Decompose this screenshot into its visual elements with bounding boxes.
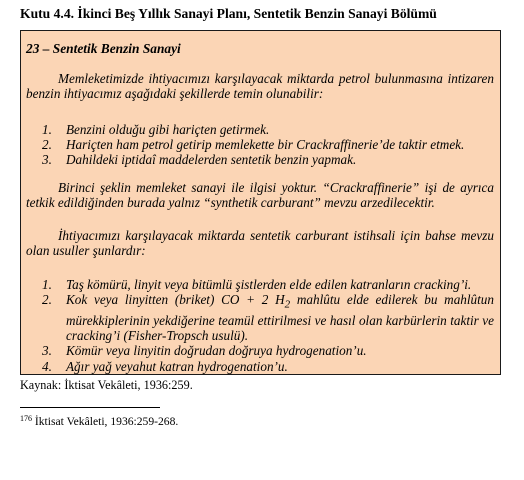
list-item — [26, 359, 494, 374]
list-item-text-before: Kok veya linyitten (briket) CO + 2 H — [66, 292, 285, 308]
list-item-number: 1. — [42, 122, 52, 137]
box-title: Kutu 4.4. İkinci Beş Yıllık Sanayi Planı, Sentetik Benzin Sanayi Bölümü — [20, 6, 437, 21]
middle-paragraph: Birinci şeklin memleket sanayi ile ilgisi yoktur. “Crackraffinerie” işi de ayrıca tetkik edildiğinden burada yalnız “synthetik carburant” mevzu arzedilecektir. — [26, 180, 494, 211]
section-heading: 23 – Sentetik Benzin Sanayi — [26, 41, 181, 56]
list-item — [26, 292, 494, 343]
list-item-number: 4. — [42, 358, 52, 374]
list-item-text: Taş kömürü, linyit veya bitümlü şistlerden elde edilen katranların cracking’i. — [66, 277, 472, 292]
source-citation: Kaynak: İktisat Vekâleti, 1936:259. — [20, 378, 193, 392]
list-item — [26, 137, 494, 152]
list-item — [26, 343, 494, 358]
supply-methods-list — [26, 122, 494, 168]
list-item-number: 1. — [42, 277, 52, 292]
list-item-number: 3. — [42, 343, 52, 359]
list-item-text: Benzini olduğu gibi hariçten getirmek. — [66, 122, 270, 137]
list-item-number: 2. — [42, 137, 52, 153]
production-methods-list — [26, 277, 494, 374]
list-item — [26, 122, 494, 137]
footnote-number: 176 — [20, 414, 32, 423]
footnote — [20, 414, 178, 428]
list-item-text: Hariçten ham petrol getirip memlekette bir Crackraffinerie’de taktir etmek. — [66, 137, 465, 153]
list-item-number: 2. — [42, 292, 52, 308]
list-item-text: Dahildeki iptidaî maddelerden sentetik benzin yapmak. — [66, 152, 357, 168]
list-item — [26, 277, 494, 292]
subscript: 2 — [284, 298, 291, 311]
text-box — [20, 30, 501, 375]
list-item-text — [66, 292, 494, 343]
list-item — [26, 152, 494, 167]
footnote-text: İktisat Vekâleti, 1936:259-268. — [32, 415, 179, 428]
list-item-text-after: mahlûtu elde edilerek bu mahlûtun mürekkiplerinin yekdiğerine teamül ettirilmesi ve hasıl olan karbürlerin taktir ve cracking’i (Fisher-Tropsch usulü). — [66, 292, 494, 344]
list-item-text: Ağır yağ veyahut katran hydrogenation’u. — [66, 358, 288, 374]
intro-paragraph: Memleketimizde ihtiyacımızı karşılayacak miktarda petrol bulunmasına intizaren benzin ihtiyacımız aşağıdaki şekillerde temin olunabilir: — [26, 71, 494, 102]
list-item-text: Kömür veya linyitin doğrudan doğruya hydrogenation’u. — [66, 343, 367, 359]
footnote-divider — [20, 407, 160, 408]
methods-intro-paragraph: İhtiyacımızı karşılayacak miktarda sentetik carburant istihsali için bahse mevzu olan usuller şunlardır: — [26, 228, 494, 259]
list-item-number: 3. — [42, 152, 52, 168]
